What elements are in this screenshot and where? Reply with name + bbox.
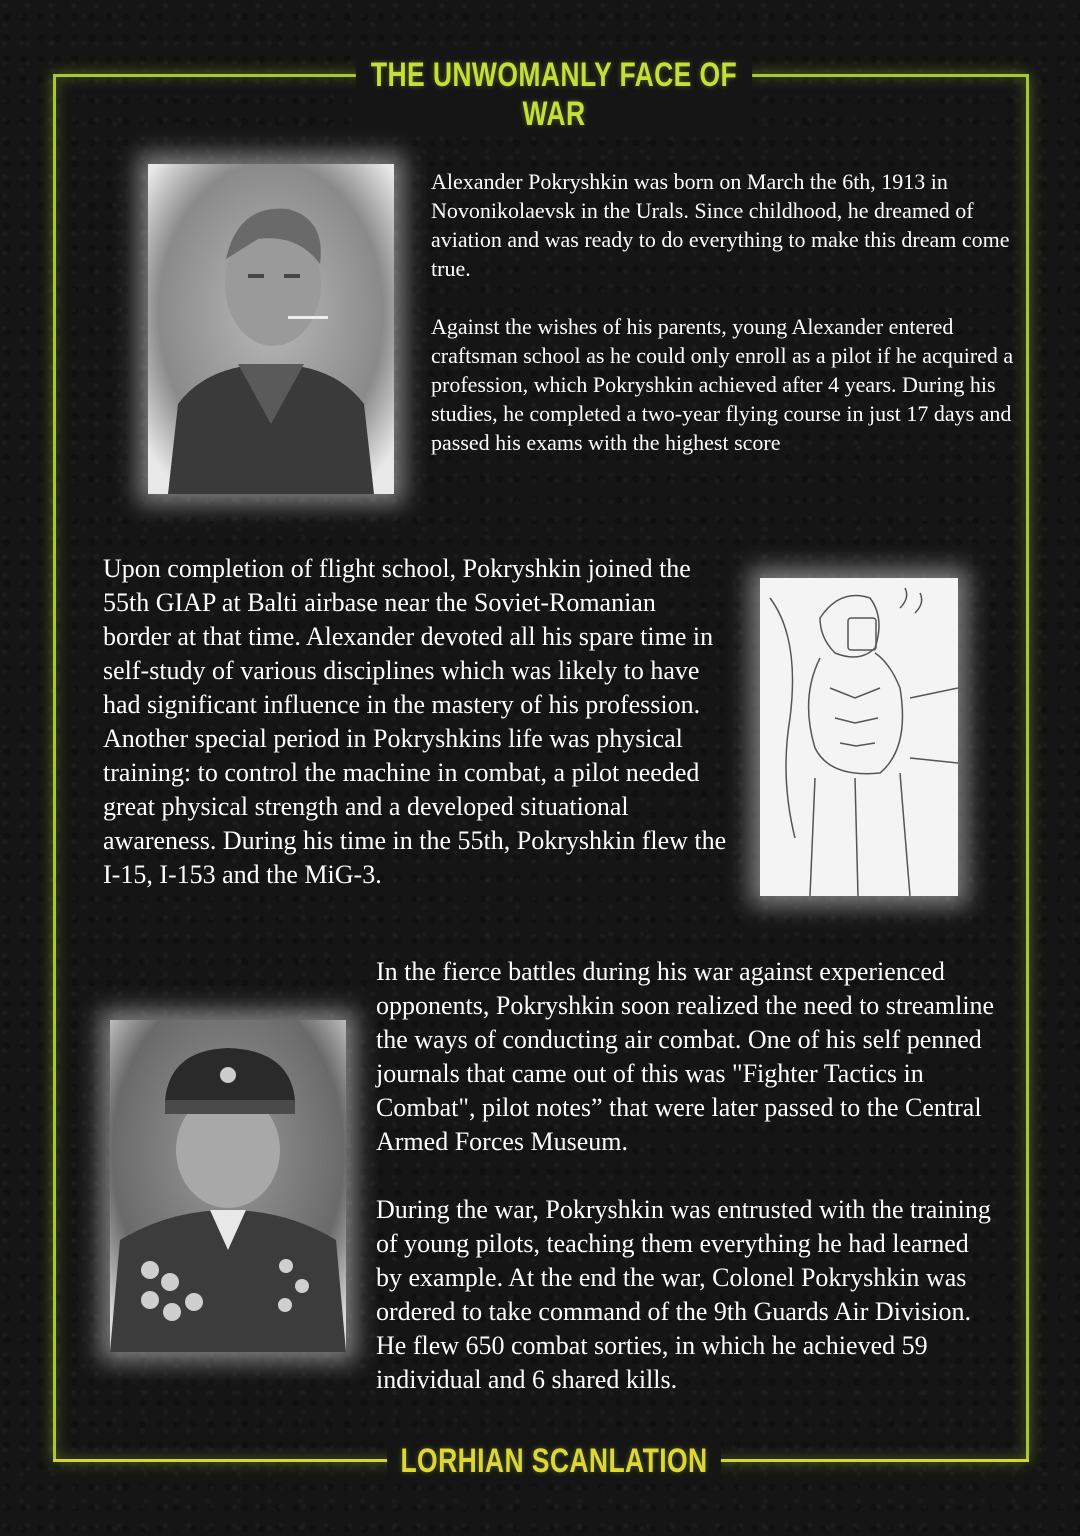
paragraph: In the fierce battles during his war against experienced opponents, Pokryshkin soon realized the need to streamline the ways of conducting air combat. One of his self penned journals that came out of this was "Fighter Tactics in Combat", pilot notes” that were later passed to the Central Armed Forces Museum. [376, 957, 995, 1156]
marshal-pokryshkin-portrait-icon [110, 1020, 346, 1352]
scanlation-credit: LORHIAN SCANLATION [387, 1442, 721, 1481]
paragraph: Against the wishes of his parents, young Alexander entered craftsman school as he could only enroll as a pilot if he acquired a profession, which Pokryshkin achieved after 4 years. During his studies, he completed a two-year flying course in just 17 days and passed his exams with the highest score [431, 314, 1014, 455]
flight-school-text [103, 552, 728, 892]
young-pokryshkin-portrait-icon [148, 164, 394, 494]
paragraph: During the war, Pokryshkin was entrusted with the training of young pilots, teaching them everything he had learned by example. At the end the war, Colonel Pokryshkin was ordered to take command of the 9th Guards Air Division. He flew 650 combat sorties, in which he achieved 59 individual and 6 shared kills. [376, 1195, 991, 1394]
intro-text [431, 167, 1016, 457]
paragraph: Upon completion of flight school, Pokryshkin joined the 55th GIAP at Balti airbase near the Soviet-Romanian border at that time. Alexander devoted all his spare time in self-study of various disciplines which was likely to have had significant influence in the mastery of his profession. Another special period in Pokryshkins life was physical training: to control the machine in combat, a pilot needed great physical strength and a developed situational awareness. During his time in the 55th, Pokryshkin flew the I-15, I-153 and the MiG-3. [103, 554, 727, 889]
paragraph: Alexander Pokryshkin was born on March the 6th, 1913 in Novonikolaevsk in the Urals. Since childhood, he dreamed of aviation and was ready to do everything to make this dream come true. [431, 169, 1010, 281]
manga-pilot-drinking-sketch-icon [760, 578, 958, 896]
war-text [376, 955, 996, 1397]
page-title: THE UNWOMANLY FACE OF WAR [356, 56, 752, 134]
